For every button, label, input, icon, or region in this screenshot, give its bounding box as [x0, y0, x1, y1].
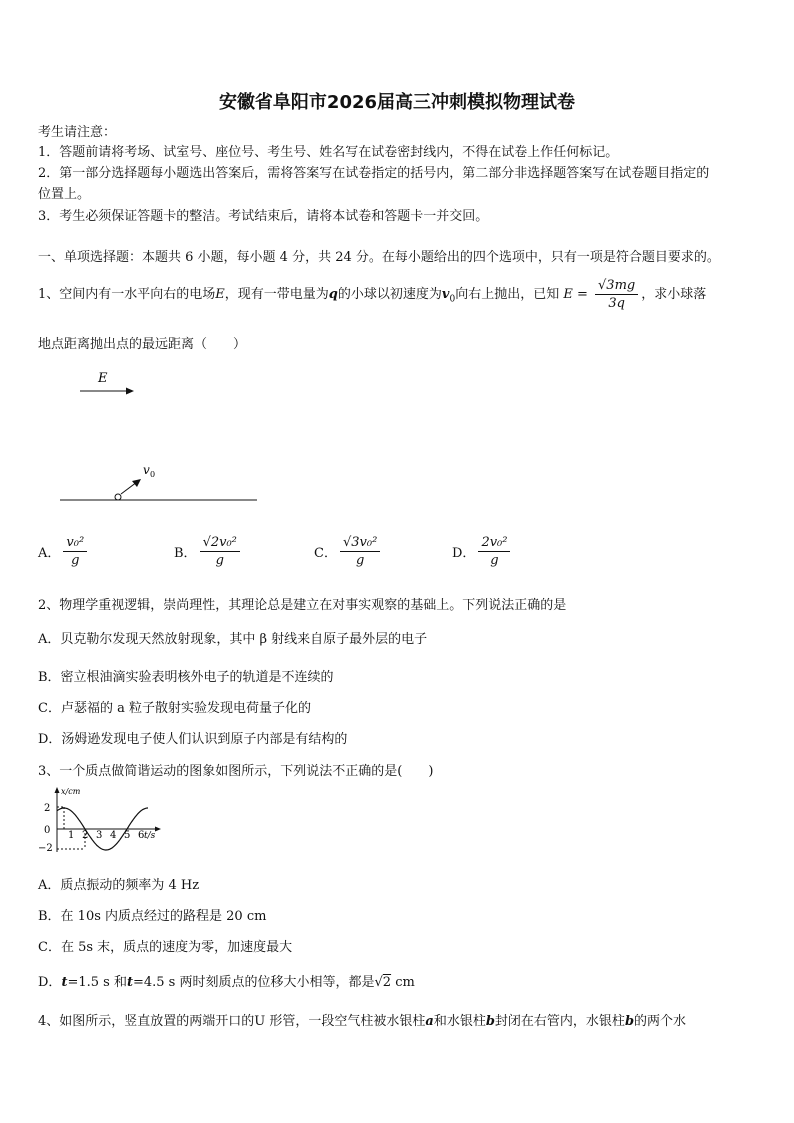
q1-option-d: D． $\frac{\text{2v₀²}}{g}$ — [452, 535, 513, 568]
velocity-label-sub: 0 — [150, 470, 156, 479]
q2-option-d: D．汤姆逊发现电子使人们认识到原子内部是有结构的 — [38, 732, 348, 747]
page-title: 安徽省阜阳市2026届高三冲刺模拟物理试卷 — [218, 92, 576, 113]
q3-option-b: B．在 10s 内质点经过的路程是 20 cm — [38, 909, 267, 924]
section-heading: 一、单项选择题：本题共 6 小题，每小题 4 分，共 24 分。在每小题给出的四个选项中，只有一项是符合题目要求的。 — [38, 250, 720, 265]
x-tick: 1 — [68, 830, 75, 841]
q1-option-b: B． $\frac{\text{√2v₀²}}{g}$ — [174, 535, 243, 568]
y-axis-label: x/cm — [61, 787, 81, 796]
y-tick: 2 — [44, 803, 51, 814]
y-tick: 0 — [44, 825, 51, 836]
notice-item: 1．答题前请将考场、试室号、座位号、考生号、姓名写在试卷密封线内，不得在试卷上作任何标记。 — [38, 145, 619, 160]
x-axis-label: t/s — [144, 831, 156, 841]
velocity-arrowhead — [132, 479, 141, 487]
q3-graph — [36, 786, 166, 856]
q3-option-d: D．t=1.5 s 和t=4.5 s 两时刻质点的位移大小相等，都是√2 cm — [38, 975, 415, 990]
field-arrowhead — [126, 388, 134, 395]
x-tick: 3 — [96, 830, 103, 841]
q1-formula-fraction: $\frac{√3mg}{3q}$ — [595, 278, 638, 311]
q1-option-c: C． $\frac{\text{√3v₀²}}{g}$ — [314, 535, 383, 568]
q2-option-a: A．贝克勒尔发现天然放射现象，其中 β 射线来自原子最外层的电子 — [38, 632, 428, 647]
q1-formula-lhs: E = — [563, 287, 588, 302]
q2-stem: 2、物理学重视逻辑，崇尚理性，其理论总是建立在对事实观察的基础上。下列说法正确的是 — [38, 598, 567, 613]
notice-heading: 考生请注意： — [38, 125, 117, 140]
q1-option-a: A． $\frac{\text{v₀²}}{g}$ — [38, 535, 90, 568]
q1-stem-line2: 地点距离抛出点的最远距离（ ） — [38, 337, 247, 352]
notice-item: 3．考生必须保证答题卡的整洁。考试结束后，请将本试卷和答题卡一并交回。 — [38, 209, 489, 224]
q2-option-c: C．卢瑟福的 a 粒子散射实验发现电荷量子化的 — [38, 701, 311, 716]
q1-figure — [50, 368, 265, 508]
y-tick: −2 — [38, 843, 53, 854]
field-label: E — [98, 371, 108, 386]
x-tick: 2 — [82, 830, 89, 841]
notice-item: 2．第一部分选择题每小题选出答案后，需将答案写在试卷指定的括号内，第二部分非选择题答案写在试卷题目指定的 — [38, 166, 710, 181]
q3-stem: 3、一个质点做简谐运动的图象如图所示，下列说法不正确的是( ) — [38, 764, 434, 779]
x-ticks — [68, 830, 144, 841]
x-tick: 5 — [124, 830, 131, 841]
q1-stem-line1: 1、空间内有一水平向右的电场E，现有一带电量为q的小球以初速度为$v_0$向右上抛出，已知 E = $\frac{√3mg}{3q}$ ，求小球落 — [38, 278, 707, 311]
q2-option-b: B．密立根油滴实验表明核外电子的轨道是不连续的 — [38, 670, 334, 685]
q3-option-c: C．在 5s 末，质点的速度为零，加速度最大 — [38, 940, 293, 955]
ball — [115, 494, 121, 500]
x-tick: 4 — [110, 830, 117, 841]
x-tick: 6 — [138, 830, 145, 841]
notice-item: 位置上。 — [38, 187, 91, 202]
q3-option-a: A．质点振动的频率为 4 Hz — [38, 878, 200, 893]
q4-stem: 4、如图所示，竖直放置的两端开口的U 形管，一段空气柱被水银柱a和水银柱b封闭在右管内，水银柱b的两个水 — [38, 1014, 687, 1029]
velocity-label: v — [143, 463, 150, 477]
